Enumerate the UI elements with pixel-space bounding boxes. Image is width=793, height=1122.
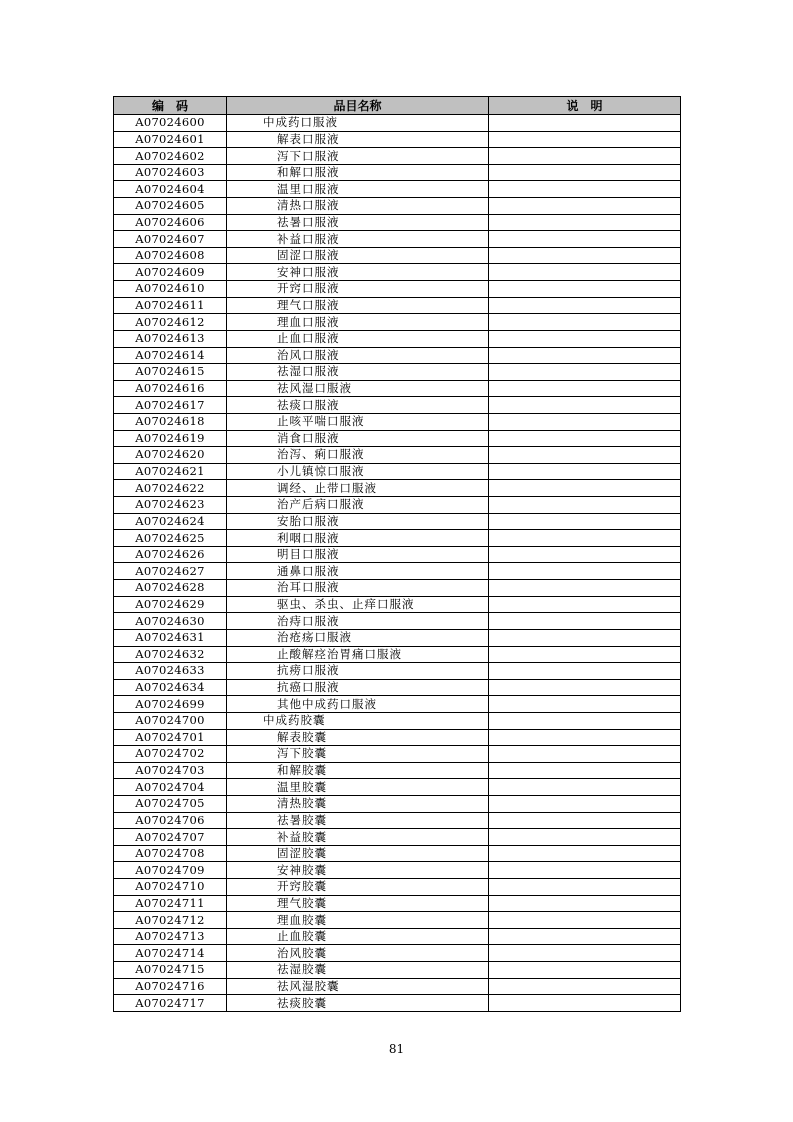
table-row — [114, 596, 681, 613]
row-note — [489, 447, 681, 464]
row-code: A07024710 — [114, 879, 227, 896]
row-name: 消食口服液 — [227, 430, 489, 447]
row-note — [489, 879, 681, 896]
table-row — [114, 613, 681, 630]
row-code: A07024713 — [114, 928, 227, 945]
row-code: A07024614 — [114, 347, 227, 364]
row-code: A07024602 — [114, 148, 227, 165]
row-name: 泻下胶囊 — [227, 746, 489, 763]
row-name: 和解口服液 — [227, 164, 489, 181]
row-note — [489, 696, 681, 713]
row-code: A07024622 — [114, 480, 227, 497]
row-code: A07024601 — [114, 131, 227, 148]
row-name: 治泻、痢口服液 — [227, 447, 489, 464]
row-note — [489, 829, 681, 846]
row-name: 小儿镇惊口服液 — [227, 463, 489, 480]
row-note — [489, 131, 681, 148]
header-row — [114, 97, 681, 115]
row-code: A07024704 — [114, 779, 227, 796]
row-code: A07024632 — [114, 646, 227, 663]
table-row — [114, 663, 681, 680]
row-code: A07024714 — [114, 945, 227, 962]
header-code: 编 码 — [114, 97, 227, 115]
row-note — [489, 198, 681, 215]
row-name: 祛痰胶囊 — [227, 995, 489, 1012]
row-code: A07024615 — [114, 364, 227, 381]
row-code: A07024624 — [114, 513, 227, 530]
table-row — [114, 413, 681, 430]
row-code: A07024703 — [114, 762, 227, 779]
row-note — [489, 895, 681, 912]
table-row — [114, 746, 681, 763]
row-name: 止咳平喘口服液 — [227, 413, 489, 430]
table-row — [114, 646, 681, 663]
row-name: 理血胶囊 — [227, 912, 489, 929]
row-code: A07024711 — [114, 895, 227, 912]
row-note — [489, 480, 681, 497]
table-row — [114, 962, 681, 979]
row-note — [489, 629, 681, 646]
row-name: 清热口服液 — [227, 198, 489, 215]
row-note — [489, 779, 681, 796]
row-name: 补益胶囊 — [227, 829, 489, 846]
row-name: 祛暑胶囊 — [227, 812, 489, 829]
table-row — [114, 912, 681, 929]
row-note — [489, 181, 681, 198]
row-name: 解表口服液 — [227, 131, 489, 148]
row-note — [489, 231, 681, 248]
table-row — [114, 447, 681, 464]
row-name: 调经、止带口服液 — [227, 480, 489, 497]
table-row — [114, 115, 681, 132]
row-name: 治疮疡口服液 — [227, 629, 489, 646]
table-row — [114, 879, 681, 896]
row-note — [489, 795, 681, 812]
row-note — [489, 430, 681, 447]
row-name: 止血口服液 — [227, 330, 489, 347]
table-row — [114, 463, 681, 480]
row-note — [489, 912, 681, 929]
row-name: 其他中成药口服液 — [227, 696, 489, 713]
table-row — [114, 330, 681, 347]
row-name: 祛湿口服液 — [227, 364, 489, 381]
row-code: A07024630 — [114, 613, 227, 630]
row-code: A07024618 — [114, 413, 227, 430]
row-note — [489, 679, 681, 696]
row-note — [489, 380, 681, 397]
row-code: A07024621 — [114, 463, 227, 480]
table-row — [114, 397, 681, 414]
row-name: 泻下口服液 — [227, 148, 489, 165]
row-note — [489, 530, 681, 547]
row-name: 固涩口服液 — [227, 247, 489, 264]
table-row — [114, 995, 681, 1012]
table-row — [114, 812, 681, 829]
row-name: 理气口服液 — [227, 297, 489, 314]
row-code: A07024608 — [114, 247, 227, 264]
row-note — [489, 746, 681, 763]
row-code: A07024631 — [114, 629, 227, 646]
row-name: 安胎口服液 — [227, 513, 489, 530]
row-note — [489, 546, 681, 563]
row-note — [489, 463, 681, 480]
row-name: 治痔口服液 — [227, 613, 489, 630]
row-code: A07024633 — [114, 663, 227, 680]
row-code: A07024603 — [114, 164, 227, 181]
table-row — [114, 779, 681, 796]
table-row — [114, 862, 681, 879]
table-row — [114, 164, 681, 181]
row-note — [489, 330, 681, 347]
row-name: 治风胶囊 — [227, 945, 489, 962]
row-note — [489, 845, 681, 862]
row-note — [489, 115, 681, 132]
row-name: 温里胶囊 — [227, 779, 489, 796]
table-row — [114, 629, 681, 646]
row-note — [489, 995, 681, 1012]
row-name: 止酸解痉治胃痛口服液 — [227, 646, 489, 663]
table-row — [114, 347, 681, 364]
row-note — [489, 281, 681, 298]
row-name: 祛风湿口服液 — [227, 380, 489, 397]
row-code: A07024708 — [114, 845, 227, 862]
table-row — [114, 480, 681, 497]
row-note — [489, 862, 681, 879]
row-code: A07024600 — [114, 115, 227, 132]
row-name: 清热胶囊 — [227, 795, 489, 812]
table-row — [114, 430, 681, 447]
row-name: 安神胶囊 — [227, 862, 489, 879]
table-row — [114, 198, 681, 215]
row-name: 治耳口服液 — [227, 580, 489, 597]
row-note — [489, 596, 681, 613]
row-code: A07024700 — [114, 712, 227, 729]
catalog-table — [113, 96, 681, 1012]
row-code: A07024634 — [114, 679, 227, 696]
row-name: 利咽口服液 — [227, 530, 489, 547]
row-note — [489, 264, 681, 281]
table-body — [114, 115, 681, 1012]
page-number: 81 — [388, 1042, 405, 1056]
row-note — [489, 247, 681, 264]
row-code: A07024627 — [114, 563, 227, 580]
row-code: A07024612 — [114, 314, 227, 331]
row-name: 开窍胶囊 — [227, 879, 489, 896]
row-code: A07024702 — [114, 746, 227, 763]
row-code: A07024609 — [114, 264, 227, 281]
table-row — [114, 729, 681, 746]
table-row — [114, 231, 681, 248]
row-code: A07024613 — [114, 330, 227, 347]
row-code: A07024716 — [114, 978, 227, 995]
table-row — [114, 380, 681, 397]
row-note — [489, 364, 681, 381]
row-note — [489, 978, 681, 995]
table-row — [114, 364, 681, 381]
table-row — [114, 945, 681, 962]
row-note — [489, 613, 681, 630]
row-code: A07024605 — [114, 198, 227, 215]
row-name: 补益口服液 — [227, 231, 489, 248]
row-name: 和解胶囊 — [227, 762, 489, 779]
row-note — [489, 945, 681, 962]
row-code: A07024628 — [114, 580, 227, 597]
table-row — [114, 712, 681, 729]
row-code: A07024629 — [114, 596, 227, 613]
row-note — [489, 347, 681, 364]
row-name: 祛暑口服液 — [227, 214, 489, 231]
row-note — [489, 962, 681, 979]
row-name: 驱虫、杀虫、止痒口服液 — [227, 596, 489, 613]
row-name: 解表胶囊 — [227, 729, 489, 746]
row-note — [489, 712, 681, 729]
table-row — [114, 895, 681, 912]
table-row — [114, 314, 681, 331]
table-row — [114, 297, 681, 314]
row-code: A07024715 — [114, 962, 227, 979]
row-note — [489, 663, 681, 680]
table-row — [114, 530, 681, 547]
row-name: 祛湿胶囊 — [227, 962, 489, 979]
row-code: A07024701 — [114, 729, 227, 746]
table-row — [114, 148, 681, 165]
table-row — [114, 978, 681, 995]
row-name: 明目口服液 — [227, 546, 489, 563]
row-note — [489, 729, 681, 746]
row-note — [489, 812, 681, 829]
table-row — [114, 563, 681, 580]
row-name: 止血胶囊 — [227, 928, 489, 945]
row-name: 祛风湿胶囊 — [227, 978, 489, 995]
table-row — [114, 845, 681, 862]
row-name: 治产后病口服液 — [227, 497, 489, 514]
row-note — [489, 646, 681, 663]
row-name: 治风口服液 — [227, 347, 489, 364]
row-note — [489, 580, 681, 597]
table-row — [114, 181, 681, 198]
table-row — [114, 795, 681, 812]
row-code: A07024699 — [114, 696, 227, 713]
row-name: 祛痰口服液 — [227, 397, 489, 414]
table-row — [114, 546, 681, 563]
table-row — [114, 829, 681, 846]
row-note — [489, 214, 681, 231]
row-code: A07024626 — [114, 546, 227, 563]
row-name: 抗癌口服液 — [227, 679, 489, 696]
row-code: A07024607 — [114, 231, 227, 248]
row-name: 固涩胶囊 — [227, 845, 489, 862]
row-code: A07024705 — [114, 795, 227, 812]
row-code: A07024610 — [114, 281, 227, 298]
row-note — [489, 563, 681, 580]
row-note — [489, 297, 681, 314]
row-note — [489, 513, 681, 530]
header-name: 品目名称 — [227, 97, 489, 115]
row-code: A07024707 — [114, 829, 227, 846]
row-name: 开窍口服液 — [227, 281, 489, 298]
row-code: A07024623 — [114, 497, 227, 514]
row-note — [489, 164, 681, 181]
row-code: A07024712 — [114, 912, 227, 929]
row-note — [489, 928, 681, 945]
row-code: A07024625 — [114, 530, 227, 547]
row-note — [489, 413, 681, 430]
row-name: 中成药胶囊 — [227, 712, 489, 729]
row-code: A07024706 — [114, 812, 227, 829]
row-name: 温里口服液 — [227, 181, 489, 198]
table-row — [114, 131, 681, 148]
table-row — [114, 928, 681, 945]
row-code: A07024616 — [114, 380, 227, 397]
row-code: A07024606 — [114, 214, 227, 231]
table-row — [114, 762, 681, 779]
row-name: 理血口服液 — [227, 314, 489, 331]
row-note — [489, 397, 681, 414]
row-code: A07024717 — [114, 995, 227, 1012]
row-name: 中成药口服液 — [227, 115, 489, 132]
row-note — [489, 148, 681, 165]
table-row — [114, 679, 681, 696]
table-row — [114, 580, 681, 597]
row-name: 理气胶囊 — [227, 895, 489, 912]
row-code: A07024619 — [114, 430, 227, 447]
row-name: 通鼻口服液 — [227, 563, 489, 580]
header-note: 说 明 — [489, 97, 681, 115]
table-row — [114, 281, 681, 298]
table-row — [114, 264, 681, 281]
row-note — [489, 762, 681, 779]
row-note — [489, 314, 681, 331]
row-code: A07024604 — [114, 181, 227, 198]
table-row — [114, 696, 681, 713]
row-code: A07024611 — [114, 297, 227, 314]
table-row — [114, 497, 681, 514]
table-row — [114, 513, 681, 530]
table-row — [114, 247, 681, 264]
table-row — [114, 214, 681, 231]
row-name: 安神口服液 — [227, 264, 489, 281]
row-code: A07024617 — [114, 397, 227, 414]
row-code: A07024620 — [114, 447, 227, 464]
row-note — [489, 497, 681, 514]
row-code: A07024709 — [114, 862, 227, 879]
row-name: 抗痨口服液 — [227, 663, 489, 680]
